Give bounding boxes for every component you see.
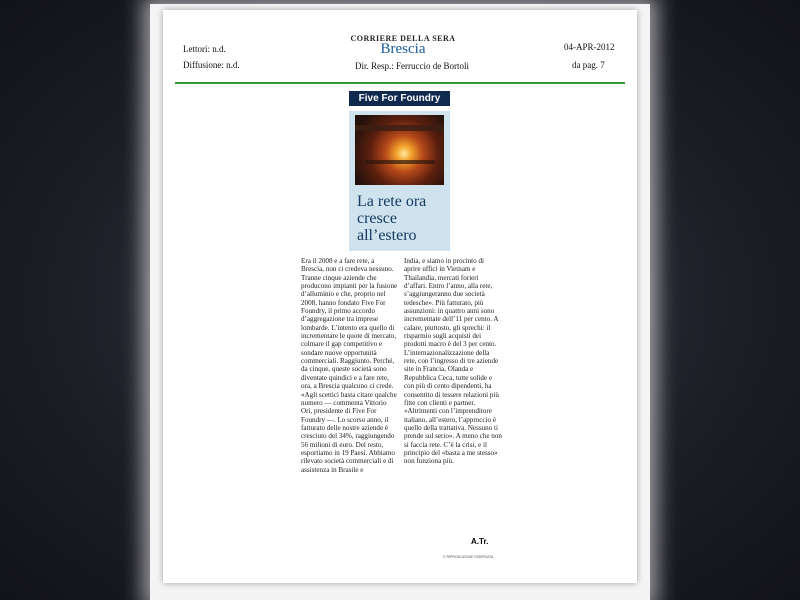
column-2-text: India, e siamo in procinto di aprire uffici in Vietnam e Thailandia, mercati forieri d’affari. Entro l’anno, alla rete, s’aggiungeranno due società tedesche». Più fatturato, più assunzioni: in quattro anni sono incrementate dell’11 per cento. A calare, piuttosto, gli sprechi: il risparmio sugli acquisti dei prodotti macro è del 3 per cento. L’internazionalizzazione della rete, con l’ingresso di tre aziende site in Francia, Olanda e Repubblica Ceca, tutte solide e con più di cento dipendenti, ha consentito di tessere relazioni più fitte con clienti e partner. «Altrimenti con l’imprenditore italiano, all’estero, l’approccio è quello della trattativa. Nessuno ti prende sul serio». A meno che non si faccia rete. C’è la crisi, e il principio del «basta a me stesso» non funziona più.	[404, 257, 502, 466]
diffusione-label: Diffusione: n.d.	[183, 60, 240, 70]
column-1-text: Era il 2008 e a fare rete, a Brescia, non ci credeva nessuno. Tranne cinque aziende che producono impianti per la fusione d’alluminio e che, proprio nel 2008, hanno fondato Five For Foundry, il primo accordo d’aggregazione tra imprese lombarde. L’intento era quello di incrementare le quote di mercato, colmare il gap competitivo e sondare nuove opportunità commerciali. Raggiunto. Perché, da cinque, queste società sono diventate quindici e a fare rete, ora, a Brescia qualcuno ci crede. «Agli scettici basta citare qualche numero — commenta Vittorio Ori, presidente di Five For Foundry —. Lo scorso anno, il fatturato delle nostre aziende è cresciuto del 34%, raggiungendo 56 milioni di euro. Del resto, esportiamo in 19 Paesi. Abbiamo rilevato società commerciali e di assistenza in Brasile e	[301, 257, 398, 474]
lettori-label: Lettori: n.d.	[183, 44, 226, 54]
article-column-1	[301, 257, 399, 474]
header-rule	[175, 82, 625, 84]
article-column-2	[404, 257, 502, 466]
article-headline: La rete ora cresce all’estero	[357, 193, 427, 244]
masthead: CORRIERE DELLA SERA	[350, 34, 456, 43]
copyright-note: © RIPRODUZIONE RISERVATA	[443, 555, 494, 559]
photo-panel	[349, 111, 450, 251]
foundry-photo	[355, 115, 444, 185]
director-label: Dir. Resp.: Ferruccio de Bortoli	[355, 61, 469, 71]
page-number: da pag. 7	[572, 60, 605, 70]
newspaper-clipping	[163, 10, 637, 583]
city-edition: Brescia	[380, 41, 426, 57]
photo-beam	[355, 125, 444, 131]
author-signature: A.Tr.	[471, 537, 489, 546]
section-tag: Five For Foundry	[349, 91, 450, 106]
date-label: 04-APR-2012	[564, 42, 615, 52]
photo-beam-lower	[365, 160, 435, 164]
